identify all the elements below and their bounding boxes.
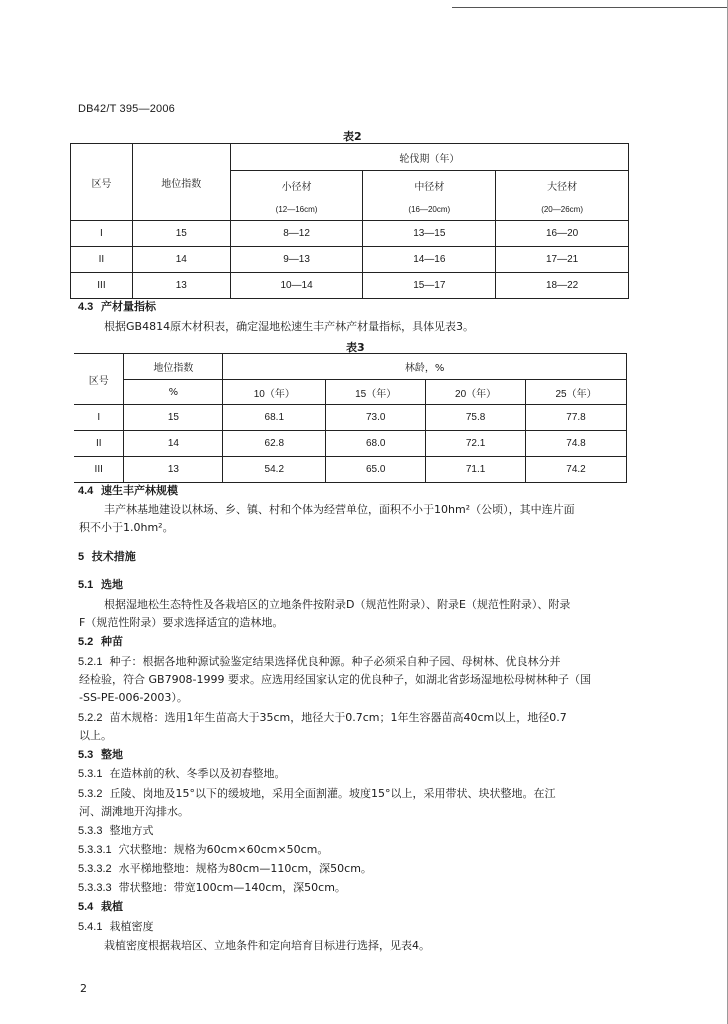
section-number: 5.2.2 (78, 712, 103, 724)
table-cell: 17—21 (496, 247, 629, 273)
section-5-3-2-line1 (78, 787, 555, 801)
section-title: 栽植密度 (109, 920, 154, 933)
table-cell-zone: III (74, 457, 124, 483)
section-5-3-2-line2: 河、湖滩地开沟排水。 (79, 805, 189, 818)
section-title: 速生丰产林规模 (100, 484, 178, 497)
table-cell: 10—14 (230, 273, 363, 299)
header-name: 中径材 (414, 181, 445, 193)
table-cell: 74.2 (526, 457, 627, 483)
section-5-3-3-2 (78, 862, 372, 876)
table-cell: 75.8 (426, 405, 526, 431)
section-number: 5.3 (78, 749, 94, 761)
section-4-3-text: 根据GB4814原木材积表，确定湿地松速生丰产林产材量指标，具体见表3。 (104, 320, 475, 333)
table3-header-age-15: 15（年） (326, 380, 426, 405)
section-number: 5 (78, 551, 85, 563)
table-cell: 18—22 (496, 273, 629, 299)
header-name: 大径材 (547, 181, 578, 193)
section-title: 技术措施 (91, 550, 136, 563)
table-cell: 54.2 (223, 457, 326, 483)
section-number: 5.3.1 (78, 768, 103, 780)
section-number: 5.1 (78, 579, 94, 591)
table-cell: 14—16 (363, 247, 496, 273)
table-cell-index: 15 (132, 221, 230, 247)
top-rule (452, 7, 728, 8)
section-number: 5.3.3.2 (78, 863, 112, 875)
table-cell-zone: II (71, 247, 133, 273)
section-5-2-1-line1 (78, 655, 560, 669)
table-cell: 74.8 (526, 431, 627, 457)
table-cell: 73.0 (326, 405, 426, 431)
table2-caption: 表2 (343, 130, 362, 143)
table-cell: 8—12 (230, 221, 363, 247)
section-title: 产材量指标 (100, 300, 156, 313)
table-row (71, 273, 629, 299)
table3-header-age: 林龄，% (223, 354, 627, 380)
table2-header-medium (363, 171, 496, 221)
table2 (70, 143, 629, 299)
section-number: 5.2.1 (78, 656, 103, 668)
section-5-4-1-text: 栽植密度根据栽培区、立地条件和定向培育目标进行选择，见表4。 (104, 939, 430, 952)
table-cell-index: 15 (124, 405, 223, 431)
table3 (74, 353, 627, 483)
table-cell: 72.1 (426, 431, 526, 457)
table-cell-index: 14 (132, 247, 230, 273)
header-name: 小径材 (281, 181, 312, 193)
table-row (74, 405, 627, 431)
section-text: 带状整地：带宽100cm—140cm，深50cm。 (118, 881, 346, 894)
table-cell: 71.1 (426, 457, 526, 483)
table2-header-rotation: 轮伐期（年） (230, 144, 628, 171)
table-cell: 13—15 (363, 221, 496, 247)
table-cell: 65.0 (326, 457, 426, 483)
page-number: 2 (80, 982, 87, 995)
section-number: 5.2 (78, 636, 94, 648)
table-row (71, 247, 629, 273)
section-5-2-heading (78, 635, 123, 649)
section-text: 丘陵、岗地及15°以下的缓坡地，采用全面割灌。坡度15°以上，采用带状、块状整地。在江 (109, 787, 556, 800)
table-cell: 68.1 (223, 405, 326, 431)
section-text: 种子：根据各地种源试验鉴定结果选择优良种源。种子必须采自种子园、母树林、优良林分并 (109, 655, 561, 668)
section-number: 5.3.3.1 (78, 844, 112, 856)
section-title: 整地 (100, 748, 123, 761)
header-range: (12—16cm) (275, 204, 318, 214)
table3-header-zone: 区号 (74, 354, 124, 405)
table3-header-index-unit: % (124, 380, 223, 405)
table-cell-index: 13 (132, 273, 230, 299)
section-5-4-1-heading (78, 920, 153, 934)
table-cell-zone: I (71, 221, 133, 247)
table3-header-index: 地位指数 (124, 354, 223, 380)
section-5-4-heading (78, 900, 123, 914)
section-5-1-line1: 根据湿地松生态特性及各栽培区的立地条件按附录D（规范性附录）、附录E（规范性附录）、附录 (104, 598, 571, 611)
table-row (74, 431, 627, 457)
table-cell: 9—13 (230, 247, 363, 273)
section-4-4-line1: 丰产林基地建设以林场、乡、镇、村和个体为经营单位，面积不小于10hm²（公顷），其中连片面 (104, 503, 575, 516)
section-5-1-line2: F（规范性附录）要求选择适宜的造林地。 (79, 616, 284, 629)
section-5-3-3 (78, 824, 153, 838)
table-cell: 16—20 (496, 221, 629, 247)
section-4-4-line2: 积不小于1.0hm²。 (79, 521, 174, 534)
table-cell-zone: II (74, 431, 124, 457)
section-5-3-3-3 (78, 881, 346, 895)
section-number: 5.3.3 (78, 825, 103, 837)
table-row (74, 457, 627, 483)
section-number: 5.3.3.3 (78, 882, 112, 894)
section-title: 选地 (100, 578, 123, 591)
table-cell: 68.0 (326, 431, 426, 457)
section-5-3-heading (78, 748, 123, 762)
table2-header-small (230, 171, 363, 221)
section-5-2-2-line2: 以上。 (79, 729, 112, 742)
section-text: 水平梯地整地：规格为80cm—110cm，深50cm。 (118, 862, 372, 875)
doc-code: DB42/T 395—2006 (78, 103, 175, 115)
section-text: 在造林前的秋、冬季以及初春整地。 (109, 767, 286, 780)
table-cell: 62.8 (223, 431, 326, 457)
header-range: (20—26cm) (541, 204, 583, 214)
section-5-2-2-line1 (78, 711, 567, 725)
section-title: 栽植 (100, 900, 123, 913)
section-text: 穴状整地：规格为60cm×60cm×50cm。 (118, 843, 329, 856)
section-text: 苗木规格：选用1年生苗高大于35cm，地径大于0.7cm；1年生容器苗高40cm以上，地径0.7 (109, 711, 567, 724)
table-cell-zone: III (71, 273, 133, 299)
section-number: 5.4 (78, 901, 94, 913)
section-5-heading (78, 550, 136, 564)
table-row (71, 221, 629, 247)
table2-header-large (496, 171, 629, 221)
table3-header-age-10: 10（年） (223, 380, 326, 405)
section-5-2-1-line2: 经检验，符合 GB7908-1999 要求。应选用经国家认定的优良种子，如湖北省彭场湿地松母树林种子（国 (79, 673, 592, 686)
section-5-3-1 (78, 767, 285, 781)
table-cell: 77.8 (526, 405, 627, 431)
table-cell-index: 14 (124, 431, 223, 457)
table3-caption: 表3 (346, 341, 365, 354)
section-text: 整地方式 (109, 824, 154, 837)
table2-header-index: 地位指数 (132, 144, 230, 221)
section-number: 5.3.2 (78, 788, 103, 800)
section-5-2-1-line3: -SS-PE-006-2003）。 (79, 691, 188, 704)
table-cell-index: 13 (124, 457, 223, 483)
section-4-3-heading (78, 300, 156, 314)
header-range: (16—20cm) (408, 204, 451, 214)
section-number: 5.4.1 (78, 921, 103, 933)
table-cell-zone: I (74, 405, 124, 431)
table3-header-age-20: 20（年） (426, 380, 526, 405)
table3-header-age-25: 25（年） (526, 380, 627, 405)
section-4-4-heading (78, 484, 178, 498)
table-cell: 15—17 (363, 273, 496, 299)
table2-header-zone: 区号 (71, 144, 133, 221)
section-5-3-3-1 (78, 843, 328, 857)
section-title: 种苗 (100, 635, 123, 648)
section-number: 4.4 (78, 485, 94, 497)
section-5-1-heading (78, 578, 123, 592)
section-number: 4.3 (78, 301, 94, 313)
